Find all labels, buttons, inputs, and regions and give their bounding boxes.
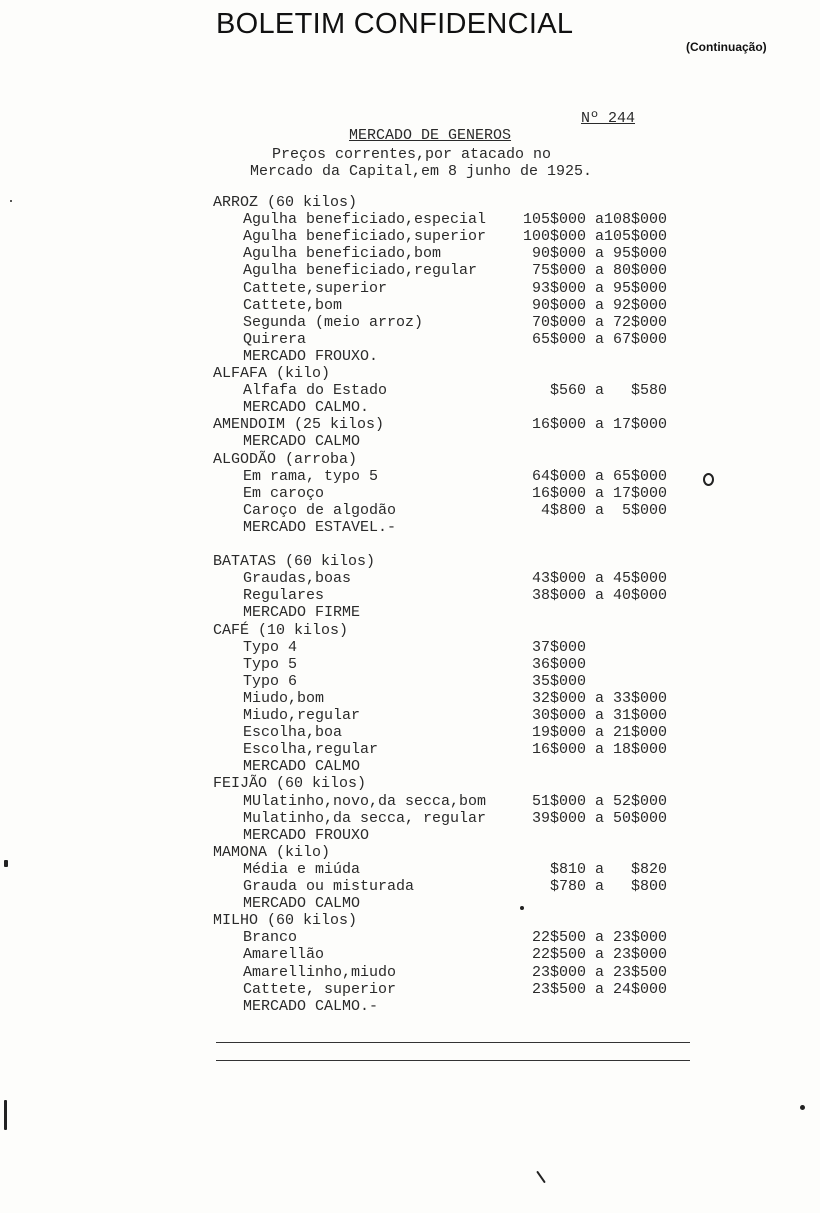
category-label: ALGODÃO (arroba) (213, 450, 358, 468)
item-row (0, 810, 820, 827)
item-label: MERCADO ESTAVEL.- (243, 518, 397, 536)
item-row (0, 587, 820, 604)
intro-line-2: Mercado da Capital,em 8 junho de 1925. (250, 163, 593, 180)
category-row (0, 416, 820, 433)
item-row (0, 639, 820, 656)
item-label: Amarellão (243, 946, 325, 964)
item-label: Caroço de algodão (243, 501, 397, 519)
bulletin-title: BOLETIM CONFIDENCIAL (216, 8, 574, 40)
item-label: Grauda ou misturada (243, 878, 415, 895)
item-label: Mulatinho,da secca, regular (243, 809, 487, 827)
item-label: Amarellinho,miudo (243, 963, 397, 981)
price-range: 4$800 a 5$000 (523, 501, 668, 519)
price-range: 32$000 a 33$000 (523, 689, 668, 707)
ink-speck (10, 200, 12, 202)
item-row (0, 929, 820, 946)
item-label: Alfafa do Estado (243, 382, 388, 400)
category-label: AMENDOIM (25 kilos) (213, 416, 385, 434)
item-label: Escolha,regular (243, 741, 379, 759)
category-row (0, 775, 820, 792)
item-row (0, 724, 820, 741)
item-row (0, 981, 820, 998)
price-range: 90$000 a 92$000 (523, 296, 668, 314)
margin-mark (4, 860, 8, 867)
item-label: Graudas,boas (243, 570, 352, 588)
item-row (0, 228, 820, 245)
item-row (0, 998, 820, 1015)
item-row (0, 878, 820, 895)
item-label: Typo 4 (243, 638, 298, 656)
item-label: Agulha beneficiado,regular (243, 262, 478, 280)
price-range: 23$500 a 24$000 (523, 980, 668, 998)
bulletin-number: Nº 244 (581, 110, 636, 127)
category-row (0, 553, 820, 570)
category-label: MILHO (60 kilos) (213, 912, 358, 930)
price-range: 64$000 a 65$000 (523, 467, 668, 485)
item-label: Em caroço (243, 484, 325, 502)
item-label: Branco (243, 929, 298, 947)
price-range: 16$000 a 17$000 (523, 416, 668, 434)
category-row (0, 844, 820, 861)
item-row (0, 673, 820, 690)
category-label: MAMONA (kilo) (213, 843, 331, 861)
item-label: MERCADO CALMO (243, 433, 361, 451)
price-range: 70$000 a 72$000 (523, 313, 668, 331)
item-row (0, 314, 820, 331)
category-label: BATATAS (60 kilos) (213, 553, 376, 571)
ink-speck (520, 906, 524, 910)
item-row (0, 964, 820, 981)
item-label: MERCADO FROUXO. (243, 347, 379, 365)
item-label: Cattete,bom (243, 296, 343, 314)
category-label: CAFÉ (10 kilos) (213, 621, 349, 639)
intro-line-1: Preços correntes,por atacado no (272, 146, 552, 163)
price-range: $560 a $580 (523, 382, 668, 400)
item-row (0, 793, 820, 810)
item-label: Cattete,superior (243, 279, 388, 297)
item-label: MERCADO CALMO (243, 758, 361, 776)
item-row (0, 502, 820, 519)
market-heading-title: MERCADO DE GENEROS (349, 127, 512, 144)
category-label: FEIJÃO (60 kilos) (213, 775, 367, 793)
item-label: Quirera (243, 330, 307, 348)
price-range: 51$000 a 52$000 (523, 792, 668, 810)
price-range: 23$000 a 23$500 (523, 963, 668, 981)
item-label: Segunda (meio arroz) (243, 313, 424, 331)
price-range: $810 a $820 (523, 860, 668, 878)
price-range: 90$000 a 95$000 (523, 245, 668, 263)
item-label: MERCADO CALMO (243, 895, 361, 913)
item-row (0, 895, 820, 912)
item-label: Cattete, superior (243, 980, 397, 998)
price-range: 39$000 a 50$000 (523, 809, 668, 827)
item-row (0, 399, 820, 416)
item-label: Miudo,bom (243, 689, 325, 707)
ink-blot (703, 473, 714, 486)
item-row (0, 485, 820, 502)
category-row (0, 194, 820, 211)
item-label: Em rama, typo 5 (243, 467, 379, 485)
item-row (0, 331, 820, 348)
item-row (0, 468, 820, 485)
item-row (0, 297, 820, 314)
item-row (0, 656, 820, 673)
item-label: Agulha beneficiado,superior (243, 228, 487, 246)
closing-rule-top (216, 1042, 690, 1043)
price-range: 105$000 a108$000 (523, 211, 668, 229)
margin-mark (4, 1100, 7, 1130)
spacer-row (0, 536, 820, 553)
price-range: 19$000 a 21$000 (523, 724, 668, 742)
item-row (0, 211, 820, 228)
price-range: 30$000 a 31$000 (523, 707, 668, 724)
price-range: 35$000 (523, 672, 587, 690)
item-label: MERCADO CALMO. (243, 399, 370, 417)
closing-rule-bottom (216, 1060, 690, 1061)
item-label: MERCADO CALMO.- (243, 997, 379, 1015)
item-row (0, 707, 820, 724)
item-row (0, 741, 820, 758)
price-range: 36$000 (523, 655, 587, 673)
item-row (0, 382, 820, 399)
item-row (0, 604, 820, 621)
item-row (0, 348, 820, 365)
price-range: 100$000 a105$000 (523, 228, 668, 246)
continuation-label: (Continuação) (686, 40, 767, 54)
price-range: $780 a $800 (523, 878, 668, 895)
item-row (0, 280, 820, 297)
item-row (0, 245, 820, 262)
item-row (0, 570, 820, 587)
price-range: 65$000 a 67$000 (523, 330, 668, 348)
item-row (0, 946, 820, 963)
item-label: Agulha beneficiado,especial (243, 211, 487, 229)
price-range: 22$500 a 23$000 (523, 929, 668, 947)
item-row (0, 758, 820, 775)
category-row (0, 912, 820, 929)
item-label: MERCADO FROUXO (243, 826, 370, 844)
price-range: 38$000 a 40$000 (523, 587, 668, 605)
item-label: Escolha,boa (243, 724, 343, 742)
category-row (0, 451, 820, 468)
category-row (0, 622, 820, 639)
item-label: Miudo,regular (243, 707, 361, 724)
price-range: 37$000 (523, 638, 587, 656)
item-label: MUlatinho,novo,da secca,bom (243, 792, 487, 810)
item-label: Regulares (243, 587, 325, 605)
item-label: Agulha beneficiado,bom (243, 245, 442, 263)
item-row (0, 690, 820, 707)
price-range: 16$000 a 17$000 (523, 484, 668, 502)
price-range: 22$500 a 23$000 (523, 946, 668, 964)
price-range: 43$000 a 45$000 (523, 570, 668, 588)
item-label: Typo 5 (243, 655, 298, 673)
item-label: Typo 6 (243, 672, 298, 690)
category-row (0, 365, 820, 382)
category-label: ARROZ (60 kilos) (213, 194, 358, 211)
item-row (0, 262, 820, 279)
price-range: 93$000 a 95$000 (523, 279, 668, 297)
price-range: 16$000 a 18$000 (523, 741, 668, 759)
item-row (0, 827, 820, 844)
item-row (0, 433, 820, 450)
item-row (0, 861, 820, 878)
price-range: 75$000 a 80$000 (523, 262, 668, 280)
category-label: ALFAFA (kilo) (213, 365, 331, 382)
item-label: Média e miúda (243, 860, 361, 878)
ink-speck (800, 1105, 805, 1110)
item-row (0, 519, 820, 536)
item-label: MERCADO FIRME (243, 604, 361, 622)
